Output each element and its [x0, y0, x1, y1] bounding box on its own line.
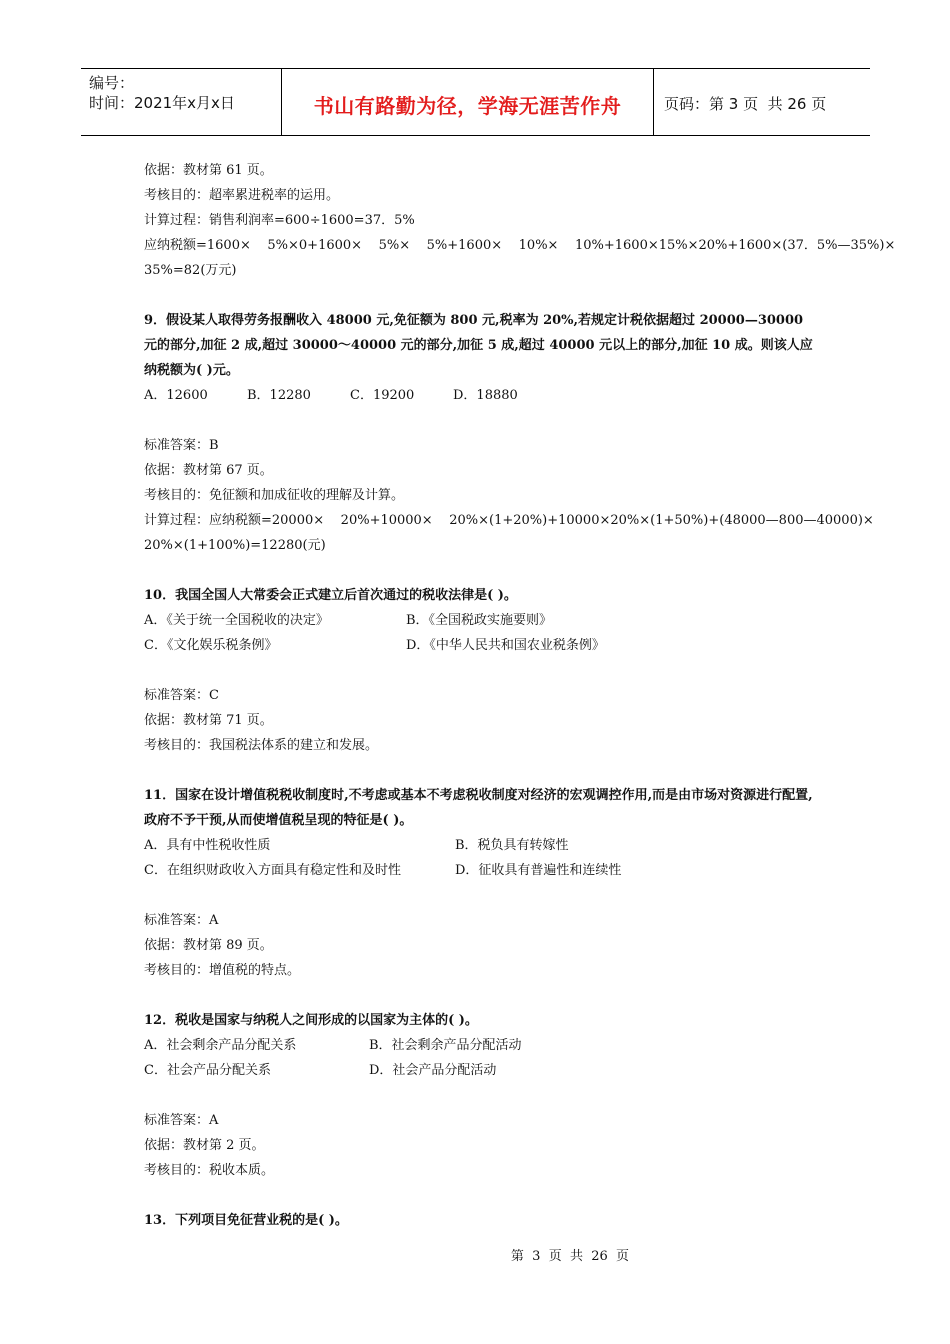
option-row: [144, 858, 814, 883]
question-text: 13．下列项目免征营业税的是( )。: [144, 1213, 348, 1228]
option-row: [144, 383, 814, 408]
basis-line: 依据：教材第 2 页。: [144, 1138, 265, 1153]
option-a: A．社会剩余产品分配关系: [144, 1038, 297, 1053]
option-d: D．征收具有普遍性和连续性: [455, 863, 622, 878]
header-page-label: 页码：第 3 页 共 26 页: [664, 94, 827, 113]
option-a: A．12600: [144, 388, 208, 403]
calculation-line: 计算过程：应纳税额=20000× 20%+10000× 20%×(1+20%)+10000×20%×(1+50%)+(48000—800—40000)×: [144, 513, 874, 528]
document-number-label: 编号：: [89, 74, 135, 92]
question-text: 12．税收是国家与纳税人之间形成的以国家为主体的( )。: [144, 1013, 478, 1028]
option-row: [144, 1033, 814, 1058]
option-row: [144, 608, 814, 633]
question-10: [144, 583, 814, 758]
option-row: [144, 833, 814, 858]
document-time-label: 时间：2021年x月x日: [89, 94, 235, 112]
option-c: C．社会产品分配关系: [144, 1063, 271, 1078]
option-d: D．18880: [453, 388, 518, 403]
option-a: A．《关于统一全国税收的决定》: [144, 613, 329, 628]
basis-line: 依据：教材第 61 页。: [144, 163, 273, 178]
purpose-line: 考核目的：增值税的特点。: [144, 963, 301, 978]
option-c: C．19200: [350, 388, 415, 403]
option-row: [144, 1058, 814, 1083]
calculation-line: 应纳税额=1600× 5%×0+1600× 5%× 5%+1600× 10%× 10%+1600×15%×20%+1600×(37．5%—35%)×: [144, 238, 896, 253]
question-text: 11．国家在设计增值税税收制度时,不考虑或基本不考虑税收制度对经济的宏观调控作用,而是由市场对资源进行配置,政府不予干预,从而使增值税呈现的特征是( )。: [144, 788, 813, 828]
option-a: A．具有中性税收性质: [144, 838, 271, 853]
option-b: B．12280: [247, 388, 311, 403]
question-text: 9．假设某人取得劳务报酬收入 48000 元,免征额为 800 元,税率为 20%,若规定计税依据超过 20000—30000 元的部分,加征 2 成,超过 30000～40000 元的部分,加征 5 成,超过 40000 元以上的部分,加征 10 成。则该人应纳税额为( )元。: [144, 313, 813, 378]
calculation-line: 35%=82(万元): [144, 263, 237, 278]
purpose-line: 考核目的：超率累进税率的运用。: [144, 188, 340, 203]
purpose-line: 考核目的：我国税法体系的建立和发展。: [144, 738, 379, 753]
question-12: [144, 1008, 814, 1183]
basis-line: 依据：教材第 71 页。: [144, 713, 273, 728]
question-9: [144, 308, 874, 558]
answer-line: 标准答案：B: [144, 438, 219, 453]
answer-line: 标准答案：A: [144, 1113, 219, 1128]
answer-line: 标准答案：C: [144, 688, 219, 703]
option-b: B．税负具有转嫁性: [455, 838, 569, 853]
calculation-line: 20%×(1+100%)=12280(元): [144, 538, 326, 553]
option-c: C．在组织财政收入方面具有稳定性和及时性: [144, 863, 401, 878]
option-b: B．《全国税政实施要则》: [406, 613, 553, 628]
option-d: D．社会产品分配活动: [369, 1063, 497, 1078]
option-c: C．《文化娱乐税条例》: [144, 638, 278, 653]
basis-line: 依据：教材第 67 页。: [144, 463, 273, 478]
option-b: B．社会剩余产品分配活动: [369, 1038, 522, 1053]
purpose-line: 考核目的：免征额和加成征收的理解及计算。: [144, 488, 405, 503]
option-d: D．《中华人民共和国农业税条例》: [406, 638, 605, 653]
page-header: [81, 68, 870, 136]
option-row: [144, 633, 814, 658]
answer-line: 标准答案：A: [144, 913, 219, 928]
question-8-explanation: [144, 158, 896, 283]
question-13: [144, 1208, 814, 1233]
header-meta: [81, 69, 281, 135]
question-text: 10．我国全国人大常委会正式建立后首次通过的税收法律是( )。: [144, 588, 517, 603]
purpose-line: 考核目的：税收本质。: [144, 1163, 275, 1178]
calculation-line: 计算过程：销售利润率=600÷1600=37．5%: [144, 213, 415, 228]
document-body: [144, 158, 896, 1233]
basis-line: 依据：教材第 89 页。: [144, 938, 273, 953]
question-11: [144, 783, 814, 983]
page-footer: 第 3 页 共 26 页: [510, 1249, 630, 1264]
header-motto: 书山有路勤为径，学海无涯苦作舟: [281, 69, 654, 135]
